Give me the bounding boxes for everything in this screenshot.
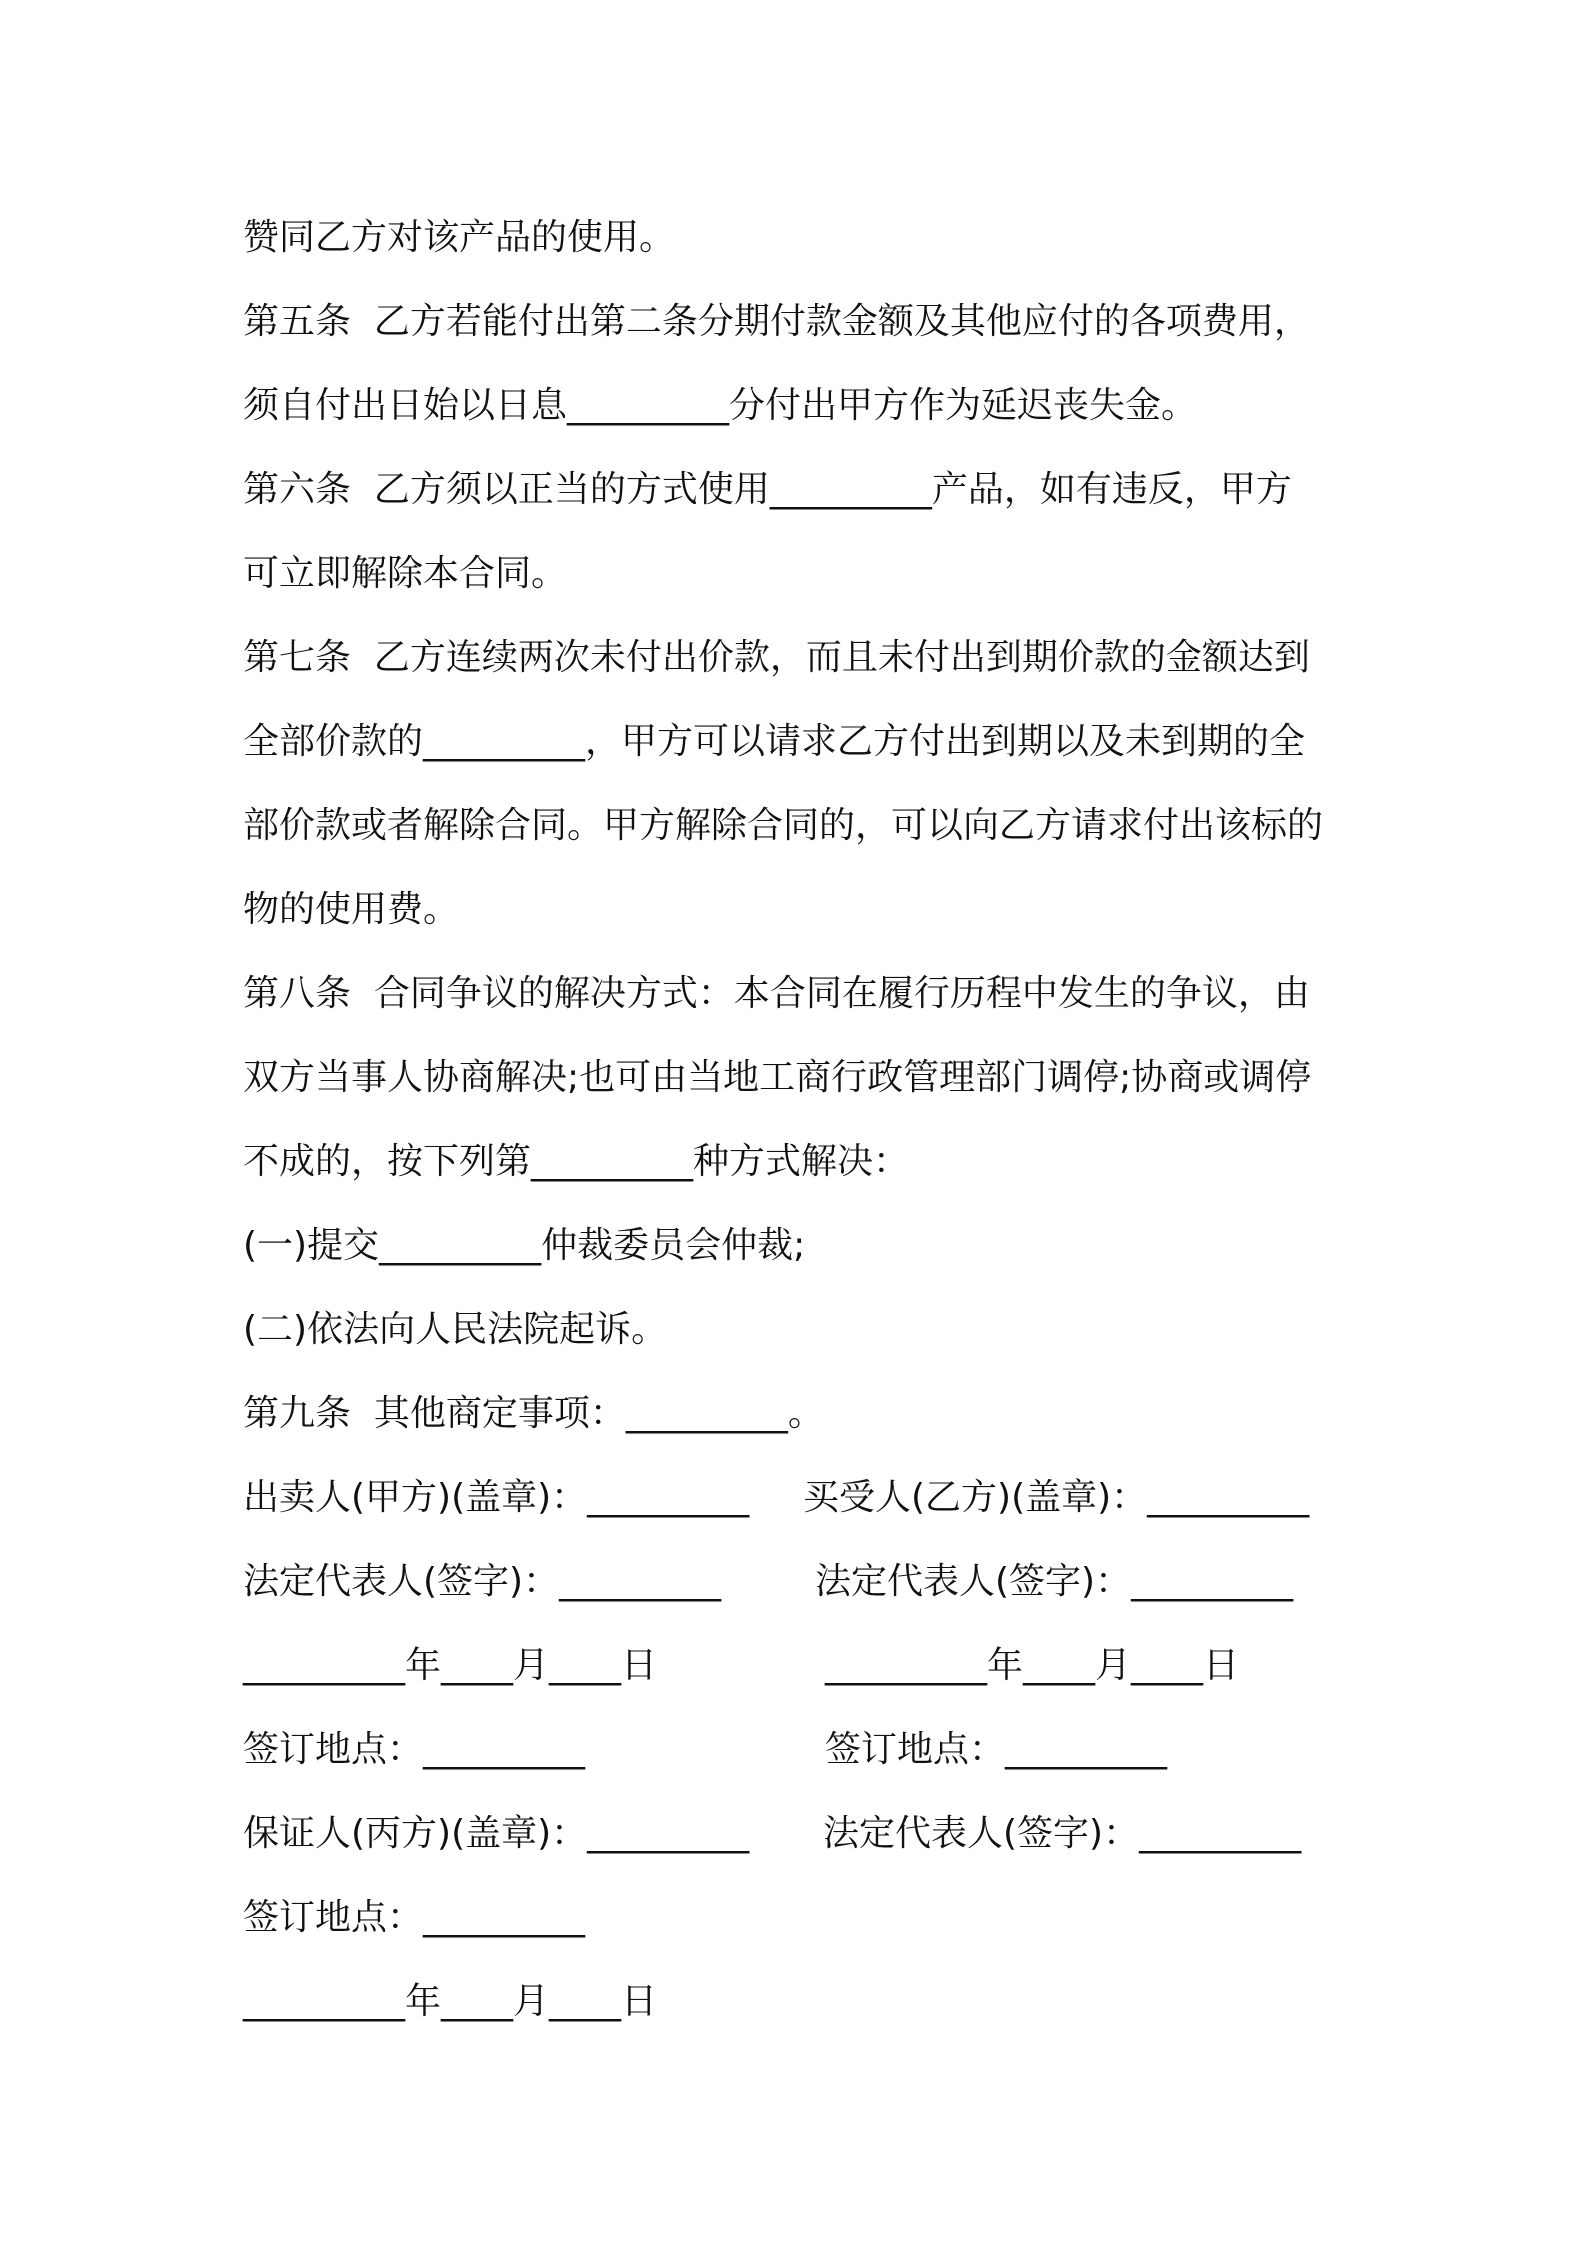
text-line: 物的使用费。 xyxy=(243,889,460,930)
guarantor-place-row xyxy=(243,1876,1355,1960)
text-line: 第五条 乙方若能付出第二条分期付款金额及其他应付的各项费用， xyxy=(243,301,1310,342)
paragraph-line xyxy=(243,196,1355,280)
text-line: 双方当事人协商解决;也可由当地工商行政管理部门调停;协商或调停 xyxy=(243,1057,1312,1098)
buyer-date-field: _________年____月____日 xyxy=(825,1645,1239,1686)
text-line: 须自付出日始以日息_________分付出甲方作为延迟丧失金。 xyxy=(243,385,1198,426)
option-1-line xyxy=(243,1204,1355,1288)
article-5-line-1 xyxy=(243,280,1355,364)
article-8-line-1 xyxy=(243,952,1355,1036)
article-9-line xyxy=(243,1372,1355,1456)
article-7-line-1 xyxy=(243,616,1355,700)
seller-date-field: _________年____月____日 xyxy=(243,1645,657,1686)
article-7-line-3 xyxy=(243,784,1355,868)
text-line: 部价款或者解除合同。甲方解除合同的，可以向乙方请求付出该标的 xyxy=(243,805,1324,846)
article-7-line-2 xyxy=(243,700,1355,784)
text-line: (二)依法向人民法院起诉。 xyxy=(243,1309,668,1350)
article-8-line-2 xyxy=(243,1036,1355,1120)
signature-row-place xyxy=(243,1708,1355,1792)
article-6-line-1 xyxy=(243,448,1355,532)
article-6-line-2 xyxy=(243,532,1355,616)
guarantor-date-field: _________年____月____日 xyxy=(243,1981,657,2022)
guarantor-seal-field: 保证人(丙方)(盖章)：_________ xyxy=(243,1813,750,1854)
text-line: 第九条 其他商定事项：_________。 xyxy=(243,1393,824,1434)
signature-row-rep xyxy=(243,1540,1355,1624)
text-line: 全部价款的_________，甲方可以请求乙方付出到期以及未到期的全 xyxy=(243,721,1306,762)
article-7-line-4 xyxy=(243,868,1355,952)
text-line: (一)提交_________仲裁委员会仲裁; xyxy=(243,1225,806,1266)
text-line: 可立即解除本合同。 xyxy=(243,553,568,594)
signature-row-date xyxy=(243,1624,1355,1708)
buyer-rep-field: 法定代表人(签字)：_________ xyxy=(815,1561,1294,1602)
text-line: 赞同乙方对该产品的使用。 xyxy=(243,217,676,258)
guarantor-rep-field: 法定代表人(签字)：_________ xyxy=(823,1813,1302,1854)
article-5-line-2 xyxy=(243,364,1355,448)
seller-place-field: 签订地点：_________ xyxy=(243,1729,586,1770)
text-line: 第六条 乙方须以正当的方式使用_________产品，如有违反，甲方 xyxy=(243,469,1292,510)
buyer-seal-field: 买受人(乙方)(盖章)：_________ xyxy=(803,1477,1310,1518)
signature-row-seal xyxy=(243,1456,1355,1540)
seller-rep-field: 法定代表人(签字)：_________ xyxy=(243,1561,722,1602)
text-line: 第八条 合同争议的解决方式：本合同在履行历程中发生的争议，由 xyxy=(243,973,1310,1014)
guarantor-date-row xyxy=(243,1960,1355,2044)
article-8-line-3 xyxy=(243,1120,1355,1204)
contract-body xyxy=(243,196,1355,2044)
seller-seal-field: 出卖人(甲方)(盖章)：_________ xyxy=(243,1477,750,1518)
guarantor-place-field: 签订地点：_________ xyxy=(243,1897,586,1938)
signature-row-guarantor xyxy=(243,1792,1355,1876)
option-2-line xyxy=(243,1288,1355,1372)
text-line: 第七条 乙方连续两次未付出价款，而且未付出到期价款的金额达到 xyxy=(243,637,1310,678)
buyer-place-field: 签订地点：_________ xyxy=(825,1729,1168,1770)
text-line: 不成的，按下列第_________种方式解决： xyxy=(243,1141,910,1182)
